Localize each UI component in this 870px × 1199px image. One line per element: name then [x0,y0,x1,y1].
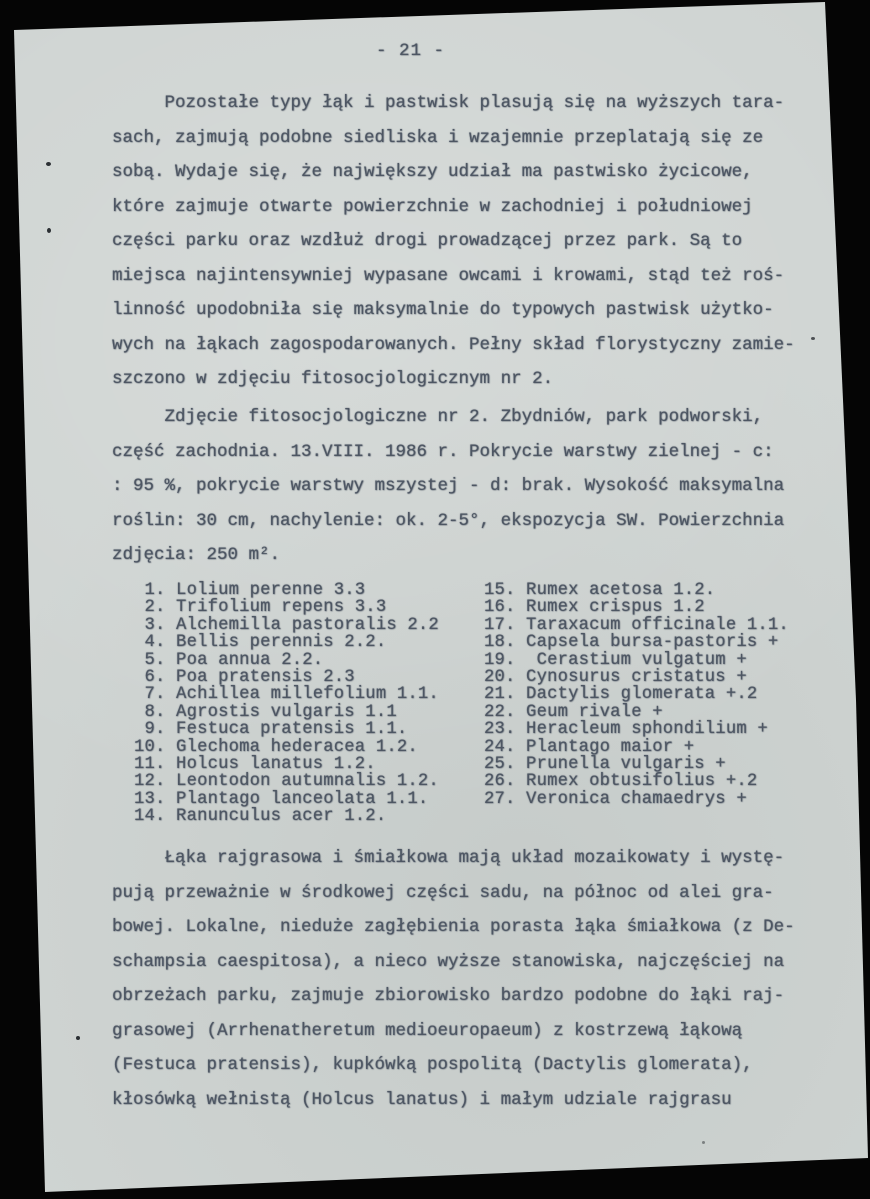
text-line: pują przeważnie w środkowej części sadu, na północ od alei gra- [112,882,774,903]
text-line: 20. Cynosurus cristatus + [484,668,747,688]
ink-speck [702,1141,705,1144]
text-line: 12. Leontodon autumnalis 1.2. [134,772,439,792]
text-line: linność upodobniła się maksymalnie do typowych pastwisk użytko- [112,300,774,320]
text-line: Zdjęcie fitosocjologiczne nr 2. Zbydniów, park podworski, [112,407,764,427]
text-line: 10. Glechoma hederacea 1.2. [134,737,418,757]
text-line: kłosówką wełnistą (Holcus lanatus) i małym udziale rajgrasu [112,1089,732,1110]
text-line: 16. Rumex crispus 1.2 [484,598,705,618]
paragraph-pastures-overview [112,86,795,397]
text-line: 4. Bellis perennis 2.2. [134,633,387,653]
text-line: (Festuca pratensis), kupkówką pospolitą (Dactylis glomerata), [112,1055,753,1075]
text-line: 13. Plantago lanceolata 1.1. [134,789,429,809]
text-line: Pozostałe typy łąk i pastwisk plasują się na wyższych tara- [112,93,785,113]
text-line: 18. Capsela bursa-pastoris + [484,633,779,653]
text-line: 26. Rumex obtusifolius +.2 [484,772,758,792]
text-line: roślin: 30 cm, nachylenie: ok. 2-5°, ekspozycja SW. Powierzchnia [112,510,785,531]
text-line: 19. Cerastium vulgatum + [484,650,747,670]
text-line: obrzeżach parku, zajmuje zbiorowisko bardzo podobne do łąki raj- [112,986,785,1006]
text-line: 15. Rumex acetosa 1.2. [484,581,716,600]
text-line: 8. Agrostis vulgaris 1.1 [134,702,397,722]
text-line: miejsca najintensywniej wypasane owcami i krowami, stąd też roś- [112,265,785,286]
paragraph-meadow-mosaic [112,841,795,1117]
text-line: Łąka rajgrasowa i śmiałkowa mają układ mozaikowaty i wystę- [112,848,785,868]
text-line: 22. Geum rivale + [484,702,663,722]
text-line: grasowej (Arrhenatheretum medioeuropaeum) z kostrzewą łąkową [112,1020,743,1041]
text-line: 7. Achillea millefolium 1.1. [134,685,439,705]
text-line: 9. Festuca pratensis 1.1. [134,720,408,740]
text-line: 11. Holcus lanatus 1.2. [134,755,376,775]
ink-speck [46,162,51,166]
text-line: 25. Prunella vulgaris + [484,755,726,775]
text-line: 17. Taraxacum officinale 1.1. [484,615,789,635]
text-line: wych na łąkach zagospodarowanych. Pełny skład florystyczny zamie- [112,334,795,355]
text-line: 23. Heracleum sphondilium + [484,720,768,740]
text-line: 2. Trifolium repens 3.3 [134,598,387,618]
text-line: część zachodnia. 13.VIII. 1986 r. Pokrycie warstwy zielnej - c: [112,441,774,462]
text-line: bowej. Lokalne, nieduże zagłębienia porasta łąka śmiałkowa (z De- [112,917,795,937]
text-line: : 95 %, pokrycie warstwy mszystej - d: brak. Wysokość maksymalna [112,476,785,496]
text-line: szczono w zdjęciu fitosocjologicznym nr 2. [112,369,554,389]
ink-speck [811,337,815,340]
text-line: które zajmuje otwarte powierzchnie w zachodniej i południowej [112,196,753,217]
text-line: 27. Veronica chamaedrys + [484,789,747,809]
text-line: części parku oraz wzdłuż drogi prowadzącej przez park. Są to [112,231,743,251]
text-line: 5. Poa annua 2.2. [134,650,324,670]
ink-speck [76,1036,80,1040]
text-line: 21. Dactylis glomerata +.2 [484,685,758,705]
species-list-left-column [134,582,439,826]
text-line: schampsia caespitosa), a nieco wyższe stanowiska, najczęściej na [112,951,785,972]
species-list-right-column [484,582,789,808]
text-line: sach, zajmują podobne siedliska i wzajemnie przeplatają się ze [112,127,764,148]
ink-speck [47,228,51,233]
text-line: 1. Lolium perenne 3.3 [134,581,366,600]
page-number: - 21 - [376,41,446,61]
paragraph-releve-header [112,400,784,573]
text-line: 6. Poa pratensis 2.3 [134,668,355,688]
text-line: 24. Plantago maior + [484,737,695,757]
text-line: sobą. Wydaje się, że największy udział ma pastwisko życicowe, [112,162,753,182]
text-line: 3. Alchemilla pastoralis 2.2 [134,615,439,635]
text-line: zdjęcia: 250 m². [112,545,281,565]
text-line: 14. Ranunculus acer 1.2. [134,807,387,827]
